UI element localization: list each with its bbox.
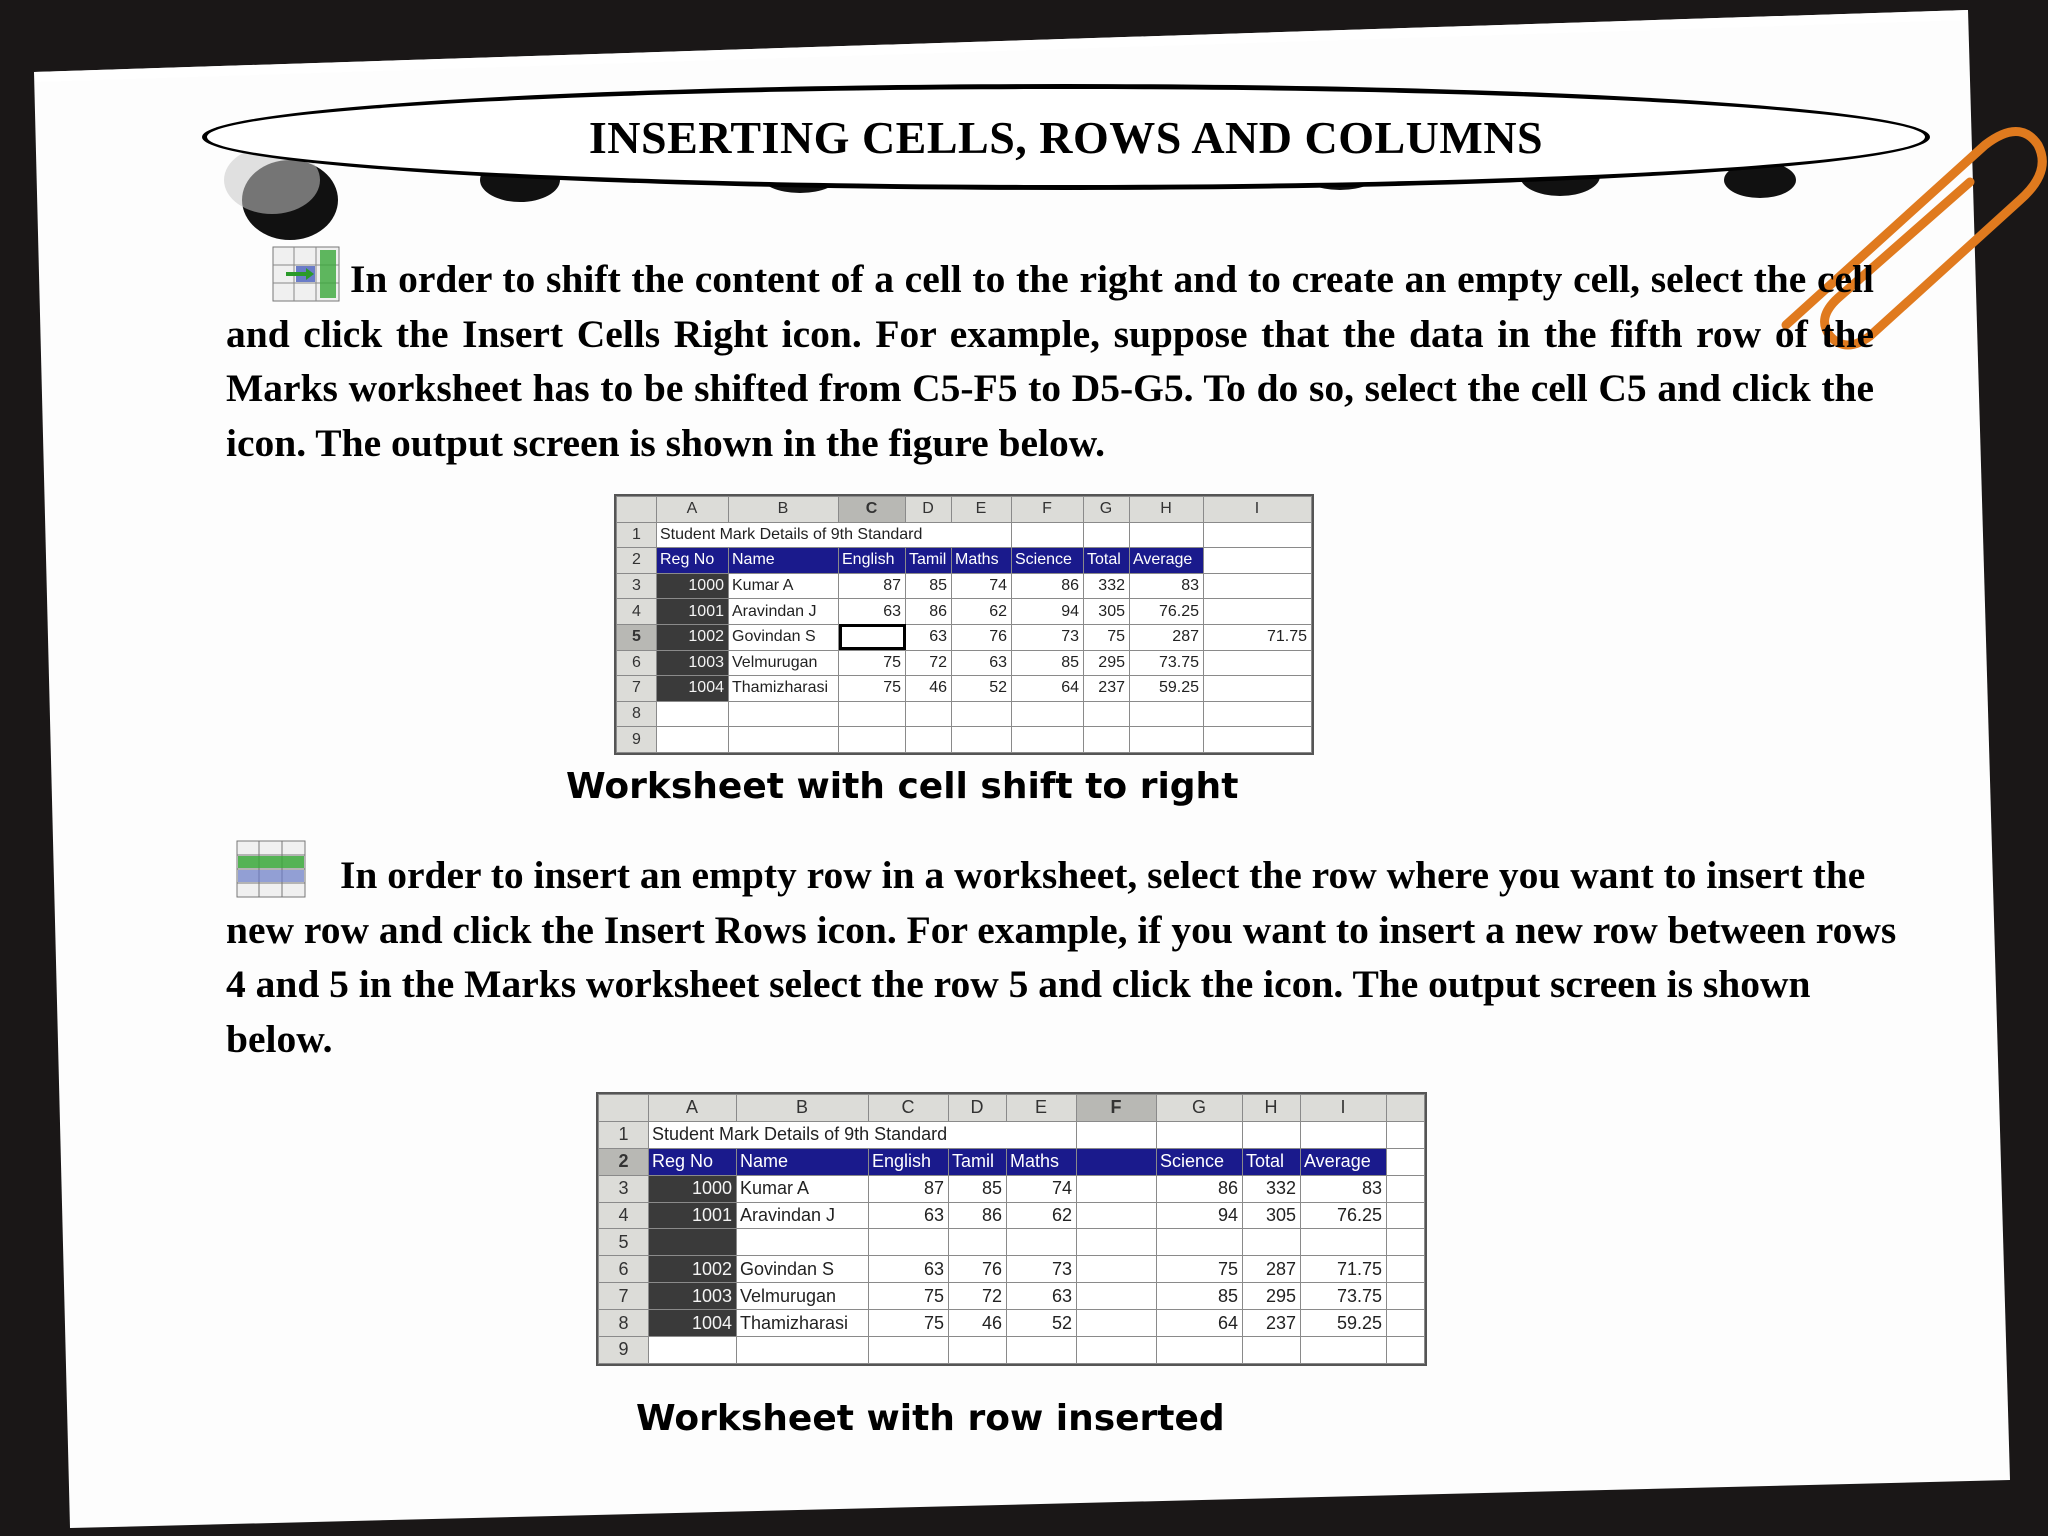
sheet-cell xyxy=(839,701,906,727)
sheet-cell xyxy=(737,1337,869,1364)
sheet-cell: 59.25 xyxy=(1301,1310,1387,1337)
sheet-cell xyxy=(1243,1121,1301,1148)
section2-paragraph: In order to insert an empty row in a worksheet, select the row where you want to insert the new row and click the Insert Rows icon. For example, if you want to insert a new row between rows 4 and 5 in the Marks worksheet select the row 5 and click the icon. The output screen is shown below. xyxy=(226,853,1897,1061)
sheet-cell: Average xyxy=(1301,1148,1387,1175)
sheet-row xyxy=(617,650,1312,676)
row-number: 7 xyxy=(617,676,657,702)
sheet-cell xyxy=(1157,1337,1243,1364)
sheet-cell xyxy=(949,1337,1007,1364)
sheet-cell xyxy=(1204,522,1312,548)
sheet-row xyxy=(599,1148,1425,1175)
sheet-cell: 76 xyxy=(952,624,1012,650)
sheet-cell xyxy=(1077,1256,1157,1283)
sheet-cell xyxy=(1077,1175,1157,1202)
sheet-cell xyxy=(949,1229,1007,1256)
caption-cell-shift: Worksheet with cell shift to right xyxy=(566,766,1239,807)
column-header: D xyxy=(949,1095,1007,1122)
sheet-cell: Velmurugan xyxy=(729,650,839,676)
row-number: 5 xyxy=(617,624,657,650)
worksheet-row-inserted xyxy=(596,1092,1427,1366)
sheet-cell: Total xyxy=(1084,548,1130,574)
row-number: 8 xyxy=(599,1310,649,1337)
title-banner xyxy=(202,84,1930,190)
sheet-cell: 237 xyxy=(1243,1310,1301,1337)
sheet-cell: 75 xyxy=(869,1310,949,1337)
column-header: D xyxy=(906,497,952,523)
column-header: A xyxy=(657,497,729,523)
column-header: B xyxy=(737,1095,869,1122)
sheet-cell: 63 xyxy=(869,1202,949,1229)
row-number: 1 xyxy=(599,1121,649,1148)
sheet-cell: 75 xyxy=(1157,1256,1243,1283)
sheet-cell: Thamizharasi xyxy=(737,1310,869,1337)
sheet-cell: 85 xyxy=(1012,650,1084,676)
sheet-row xyxy=(617,727,1312,753)
sheet-cell: 46 xyxy=(906,676,952,702)
sheet-cell xyxy=(952,727,1012,753)
sheet-row xyxy=(599,1121,1425,1148)
sheet-cell xyxy=(906,727,952,753)
sheet-row xyxy=(617,573,1312,599)
sheet-cell xyxy=(1243,1229,1301,1256)
sheet-cell xyxy=(1387,1229,1425,1256)
sheet-cell xyxy=(1387,1283,1425,1310)
column-header: H xyxy=(1243,1095,1301,1122)
sheet-cell: 1001 xyxy=(649,1202,737,1229)
sheet-cell: Kumar A xyxy=(729,573,839,599)
sheet-cell: 76.25 xyxy=(1301,1202,1387,1229)
sheet-cell: Science xyxy=(1012,548,1084,574)
sheet-cell xyxy=(1077,1121,1157,1148)
sheet-cell: 305 xyxy=(1084,599,1130,625)
sheet-cell xyxy=(1204,548,1312,574)
sheet-cell: 75 xyxy=(839,650,906,676)
sheet-cell: 332 xyxy=(1243,1175,1301,1202)
column-header: E xyxy=(1007,1095,1077,1122)
sheet-cell xyxy=(1157,1121,1243,1148)
sheet-cell xyxy=(869,1229,949,1256)
column-header: E xyxy=(952,497,1012,523)
sheet-cell: Average xyxy=(1130,548,1204,574)
sheet-cell xyxy=(1084,522,1130,548)
sheet-cell: 63 xyxy=(839,599,906,625)
row-number: 6 xyxy=(599,1256,649,1283)
column-header: F xyxy=(1077,1095,1157,1122)
column-header: C xyxy=(869,1095,949,1122)
sheet-cell: 295 xyxy=(1084,650,1130,676)
sheet-cell: 87 xyxy=(839,573,906,599)
sheet-cell: 94 xyxy=(1157,1202,1243,1229)
sheet-cell xyxy=(737,1229,869,1256)
sheet-cell: Student Mark Details of 9th Standard xyxy=(657,522,952,548)
column-header xyxy=(1387,1095,1425,1122)
sheet-cell xyxy=(1387,1175,1425,1202)
sheet-cell: Name xyxy=(737,1148,869,1175)
sheet-cell: 1002 xyxy=(649,1256,737,1283)
sheet-cell xyxy=(729,727,839,753)
page-title: INSERTING CELLS, ROWS AND COLUMNS xyxy=(588,111,1544,163)
sheet-cell xyxy=(1204,701,1312,727)
sheet-cell xyxy=(869,1337,949,1364)
sheet-cell: 73 xyxy=(1007,1256,1077,1283)
column-header: I xyxy=(1204,497,1312,523)
sheet-cell xyxy=(1301,1337,1387,1364)
row-number: 3 xyxy=(617,573,657,599)
row-number: 9 xyxy=(617,727,657,753)
sheet-cell xyxy=(1012,522,1084,548)
sheet-cell xyxy=(1387,1310,1425,1337)
sheet-cell: 295 xyxy=(1243,1283,1301,1310)
sheet-row xyxy=(599,1283,1425,1310)
sheet-cell: 1000 xyxy=(657,573,729,599)
sheet-cell: 73.75 xyxy=(1301,1283,1387,1310)
sheet-cell xyxy=(952,522,1012,548)
sheet-cell: 71.75 xyxy=(1204,624,1312,650)
sheet-cell xyxy=(1007,1229,1077,1256)
sheet-row xyxy=(617,599,1312,625)
sheet-cell: 332 xyxy=(1084,573,1130,599)
row-number: 2 xyxy=(599,1148,649,1175)
sheet-cell xyxy=(1204,599,1312,625)
sheet-cell: 75 xyxy=(839,676,906,702)
sheet-row xyxy=(599,1310,1425,1337)
sheet-cell xyxy=(952,701,1012,727)
sheet-cell xyxy=(1157,1229,1243,1256)
sheet-cell xyxy=(1130,522,1204,548)
sheet-row xyxy=(599,1337,1425,1364)
column-header: A xyxy=(649,1095,737,1122)
sheet-cell: 72 xyxy=(906,650,952,676)
sheet-cell: 74 xyxy=(1007,1175,1077,1202)
sheet-cell: Maths xyxy=(1007,1148,1077,1175)
sheet-cell: English xyxy=(839,548,906,574)
sheet-cell xyxy=(1387,1121,1425,1148)
row-number: 6 xyxy=(617,650,657,676)
sheet-row xyxy=(617,701,1312,727)
sheet-cell xyxy=(1387,1202,1425,1229)
sheet-row xyxy=(599,1229,1425,1256)
sheet-cell: Name xyxy=(729,548,839,574)
sheet-cell: Velmurugan xyxy=(737,1283,869,1310)
sheet-cell xyxy=(649,1229,737,1256)
sheet-row xyxy=(617,548,1312,574)
column-header: G xyxy=(1084,497,1130,523)
sheet-cell: 83 xyxy=(1130,573,1204,599)
sheet-cell: 52 xyxy=(952,676,1012,702)
column-header xyxy=(617,497,657,523)
sheet-cell xyxy=(1204,573,1312,599)
sheet-cell: 73 xyxy=(1012,624,1084,650)
sheet-cell: 75 xyxy=(869,1283,949,1310)
sheet-cell: Kumar A xyxy=(737,1175,869,1202)
row-number: 1 xyxy=(617,522,657,548)
sheet-cell xyxy=(657,701,729,727)
column-header: C xyxy=(839,497,906,523)
sheet-cell xyxy=(1243,1337,1301,1364)
sheet-cell: Aravindan J xyxy=(737,1202,869,1229)
sheet-cell: 64 xyxy=(1012,676,1084,702)
sheet-cell: Total xyxy=(1243,1148,1301,1175)
sheet-cell: 1001 xyxy=(657,599,729,625)
sheet-row xyxy=(599,1202,1425,1229)
sheet-cell: 52 xyxy=(1007,1310,1077,1337)
sheet-cell xyxy=(1387,1148,1425,1175)
sheet-cell xyxy=(1204,727,1312,753)
row-number: 3 xyxy=(599,1175,649,1202)
sheet-row xyxy=(599,1256,1425,1283)
row-number: 2 xyxy=(617,548,657,574)
sheet-cell xyxy=(1301,1121,1387,1148)
sheet-cell: Maths xyxy=(952,548,1012,574)
column-header: B xyxy=(729,497,839,523)
sheet-cell: Reg No xyxy=(657,548,729,574)
sheet-cell: 1003 xyxy=(657,650,729,676)
sheet-cell: 86 xyxy=(1012,573,1084,599)
sheet-cell: 287 xyxy=(1243,1256,1301,1283)
section1-paragraph: In order to shift the content of a cell to the right and to create an empty cell, select the cell and click the Insert Cells Right icon. For example, suppose that the data in the fifth row of the Marks worksheet has to be shifted from C5-F5 to D5-G5. To do so, select the cell C5 and click the icon. The output screen is shown in the figure below. xyxy=(226,257,1874,465)
sheet-cell xyxy=(1007,1337,1077,1364)
sheet-cell: 75 xyxy=(1084,624,1130,650)
sheet-cell: 1004 xyxy=(649,1310,737,1337)
sheet-cell: 46 xyxy=(949,1310,1007,1337)
sheet-cell: 86 xyxy=(949,1202,1007,1229)
sheet-cell xyxy=(1077,1310,1157,1337)
sheet-cell xyxy=(1077,1283,1157,1310)
sheet-cell: 86 xyxy=(1157,1175,1243,1202)
row-number: 4 xyxy=(617,599,657,625)
row-number: 5 xyxy=(599,1229,649,1256)
sheet-cell: 83 xyxy=(1301,1175,1387,1202)
sheet-cell: 73.75 xyxy=(1130,650,1204,676)
sheet-row xyxy=(617,522,1312,548)
sheet-cell xyxy=(1084,727,1130,753)
column-header: G xyxy=(1157,1095,1243,1122)
sheet-cell: 76.25 xyxy=(1130,599,1204,625)
sheet-cell: Tamil xyxy=(906,548,952,574)
sheet-cell: 1003 xyxy=(649,1283,737,1310)
sheet-cell: 59.25 xyxy=(1130,676,1204,702)
sheet-cell xyxy=(1084,701,1130,727)
sheet-cell xyxy=(1077,1148,1157,1175)
sheet-cell: 1004 xyxy=(657,676,729,702)
sheet-cell: 62 xyxy=(1007,1202,1077,1229)
sheet-cell: 287 xyxy=(1130,624,1204,650)
sheet-cell xyxy=(657,727,729,753)
sheet-cell: 62 xyxy=(952,599,1012,625)
sheet-cell: Thamizharasi xyxy=(729,676,839,702)
sheet-cell: 94 xyxy=(1012,599,1084,625)
column-header: I xyxy=(1301,1095,1387,1122)
sheet-cell: Science xyxy=(1157,1148,1243,1175)
row-number: 9 xyxy=(599,1337,649,1364)
sheet-cell xyxy=(906,701,952,727)
sheet-cell xyxy=(1130,701,1204,727)
sheet-cell xyxy=(1077,1337,1157,1364)
sheet-cell xyxy=(729,701,839,727)
sheet-cell: Govindan S xyxy=(737,1256,869,1283)
sheet-cell: 237 xyxy=(1084,676,1130,702)
sheet-cell: 71.75 xyxy=(1301,1256,1387,1283)
sheet-cell: 63 xyxy=(869,1256,949,1283)
sheet-cell: 85 xyxy=(1157,1283,1243,1310)
sheet-cell xyxy=(1204,650,1312,676)
sheet-cell: 86 xyxy=(906,599,952,625)
sheet-cell xyxy=(1007,1121,1077,1148)
column-header xyxy=(599,1095,649,1122)
sheet-cell xyxy=(839,624,906,650)
sheet-cell: 63 xyxy=(952,650,1012,676)
column-header: F xyxy=(1012,497,1084,523)
sheet-cell: 1002 xyxy=(657,624,729,650)
sheet-cell xyxy=(1130,727,1204,753)
sheet-cell: Student Mark Details of 9th Standard xyxy=(649,1121,1007,1148)
sheet-cell: 85 xyxy=(949,1175,1007,1202)
column-header: H xyxy=(1130,497,1204,523)
sheet-cell: English xyxy=(869,1148,949,1175)
sheet-cell xyxy=(649,1337,737,1364)
worksheet-cell-shift xyxy=(614,494,1314,755)
sheet-cell: 63 xyxy=(1007,1283,1077,1310)
sheet-cell xyxy=(1301,1229,1387,1256)
sheet-cell xyxy=(1077,1202,1157,1229)
sheet-cell: 87 xyxy=(869,1175,949,1202)
sheet-cell: 72 xyxy=(949,1283,1007,1310)
sheet-row xyxy=(599,1175,1425,1202)
row-number: 8 xyxy=(617,701,657,727)
sheet-cell: 74 xyxy=(952,573,1012,599)
sheet-cell: Govindan S xyxy=(729,624,839,650)
sheet-cell xyxy=(1387,1337,1425,1364)
sheet-cell: 64 xyxy=(1157,1310,1243,1337)
sheet-cell: 305 xyxy=(1243,1202,1301,1229)
sheet-cell xyxy=(1012,701,1084,727)
sheet-cell xyxy=(1012,727,1084,753)
sheet-cell xyxy=(1204,676,1312,702)
sheet-cell xyxy=(839,727,906,753)
sheet-cell: 63 xyxy=(906,624,952,650)
sheet-cell: Tamil xyxy=(949,1148,1007,1175)
sheet-cell: 85 xyxy=(906,573,952,599)
caption-row-inserted: Worksheet with row inserted xyxy=(636,1398,1225,1439)
sheet-cell: Reg No xyxy=(649,1148,737,1175)
sheet-cell: Aravindan J xyxy=(729,599,839,625)
sheet-cell: 76 xyxy=(949,1256,1007,1283)
sheet-row xyxy=(617,676,1312,702)
row-number: 4 xyxy=(599,1202,649,1229)
row-number: 7 xyxy=(599,1283,649,1310)
sheet-row xyxy=(617,624,1312,650)
sheet-cell: 1000 xyxy=(649,1175,737,1202)
sheet-cell xyxy=(1077,1229,1157,1256)
sheet-cell xyxy=(1387,1256,1425,1283)
